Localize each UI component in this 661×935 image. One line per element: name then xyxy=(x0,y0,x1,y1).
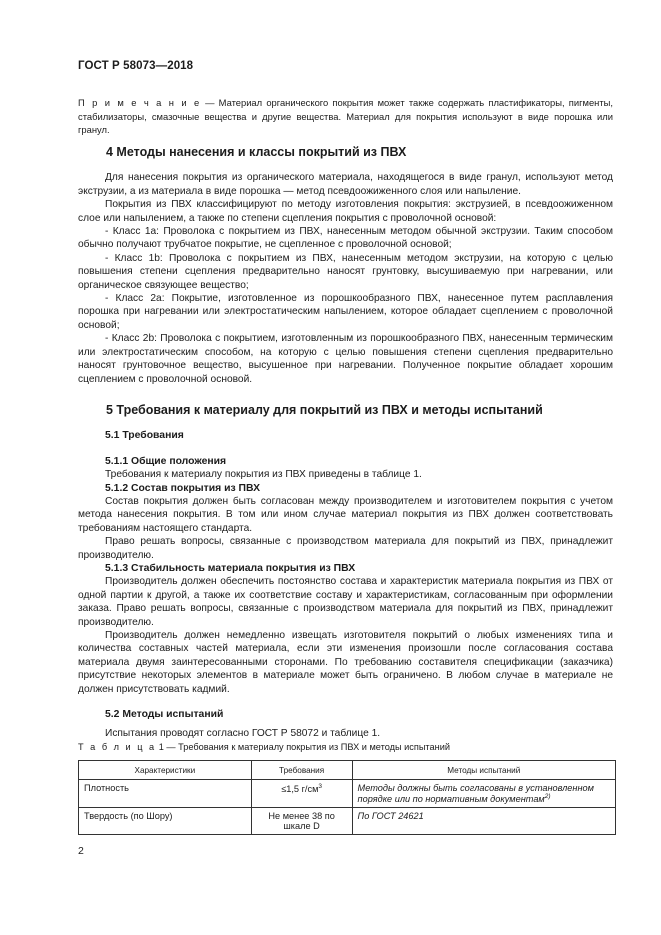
class-2a-item: - Класс 2a: Покрытие, изготовленное из порошкообразного ПВХ, нанесенное путем расплавления порошка при нагревании или электростатическим напылением, которое обладает сцеплением с проволочной основой; xyxy=(78,293,613,331)
section-5-1-3-paragraph-2: Производитель должен немедленно извещать изготовителя покрытий о любых изменениях типа и количества составных частей материала, если эти изменения произошли после согласования состава материала двумя заинтересованными сторонами. По требованию составителя спецификации (заказчика) присутствие некоторых элементов в материале может быть ограничено. В любом случае в материале не должен присутствовать кадмий. xyxy=(78,630,613,695)
requirement-superscript: 3 xyxy=(318,783,323,790)
table-cell-characteristic: Плотность xyxy=(79,780,252,808)
note-text: — Материал органического покрытия может также содержать пластификаторы, пигменты, стабилизаторы, смазочные вещества и другие вещества. Материал для покрытия используют в виде порошка или гранул. xyxy=(78,97,613,136)
page-number: 2 xyxy=(78,845,84,857)
section-5-1-3-paragraph-1: Производитель должен обеспечить постоянство состава и характеристик материала покрытия из ПВХ от одной партии к другой, а также их соответствие составу и характеристикам, согласованным при оформлении заказа. Право решать вопросы, связанные с производством материала для покрытий из ПВХ, принадлежит производителю. xyxy=(78,576,613,628)
requirements-table xyxy=(78,760,616,835)
section-5-1-2-paragraph-1: Состав покрытия должен быть согласован между производителем и изготовителем покрытия с учетом метода нанесения покрытия. В том или ином случае материал покрытия из ПВХ должен соответствовать требованиям настоящего стандарта. xyxy=(78,495,613,534)
table-cell-requirement xyxy=(251,780,352,808)
table-1-caption xyxy=(78,742,450,752)
section-5-1-2-paragraph-2: Право решать вопросы, связанные с производством материала для покрытий из ПВХ, принадлежит производителю. xyxy=(78,536,613,561)
section-5-2-text: Испытания проводят согласно ГОСТ Р 58072 и таблице 1. xyxy=(105,728,381,740)
class-1a-item: - Класс 1a: Проволока с покрытием из ПВХ, нанесенным методом обычной экструзии. Таким способом обычно получают трубчатое покрытие, не сцепленное с проволочной основой; xyxy=(78,226,613,251)
section-5-1-1-text: Требования к материалу покрытия из ПВХ приведены в таблице 1. xyxy=(105,469,422,481)
table-cell-method: По ГОСТ 24621 xyxy=(352,808,615,835)
table-row xyxy=(79,780,616,808)
section-5-1-heading: 5.1 Требования xyxy=(105,430,184,442)
section-5-1-2-heading: 5.1.2 Состав покрытия из ПВХ xyxy=(105,482,261,494)
table-header-cell: Требования xyxy=(251,761,352,780)
note-label: П р и м е ч а н и е xyxy=(78,97,201,108)
table-cell-characteristic: Твердость (по Шору) xyxy=(79,808,252,835)
table-row xyxy=(79,808,616,835)
table-cell-requirement: Не менее 38 по шкале D xyxy=(251,808,352,835)
table-header-cell: Методы испытаний xyxy=(352,761,615,780)
main-content xyxy=(78,146,613,741)
table-1-title: 1 — Требования к материалу покрытия из ПВХ и методы испытаний xyxy=(156,742,450,752)
section-5-1-3-heading: 5.1.3 Стабильность материала покрытия из ПВХ xyxy=(105,562,356,574)
table-header-row xyxy=(79,761,616,780)
table-cell-method xyxy=(352,780,615,808)
class-2b-item: - Класс 2b: Проволока с покрытием, изготовленным из порошкообразного ПВХ, нанесенным термическим или электростатическим способом, на которую с целью повышения степени сцепления предварительно наносят грунтовочное вещество, высушенное при нагревании. Полученное покрытие обладает хорошим сцеплением с проволочной основой. xyxy=(78,333,613,385)
page-header-title: ГОСТ Р 58073—2018 xyxy=(78,60,194,72)
method-value: Методы должны быть согласованы в установленном порядке или по нормативным документам xyxy=(357,783,594,805)
section-4-paragraph-1: Для нанесения покрытия из органического материала, находящегося в виде гранул, используют метод экструзии, а из материала в виде порошка — метод псевдоожиженного слоя или напыление. xyxy=(78,172,613,197)
table-header-cell: Характеристики xyxy=(79,761,252,780)
section-5-2-heading: 5.2 Методы испытаний xyxy=(105,709,224,721)
section-5-heading: 5 Требования к материалу для покрытий из ПВХ и методы испытаний xyxy=(106,402,543,417)
footnote-ref: 2) xyxy=(544,793,551,800)
section-4-heading: 4 Методы нанесения и классы покрытий из ПВХ xyxy=(106,145,407,159)
requirement-value: ≤1,5 г/см xyxy=(281,784,319,795)
class-1b-item: - Класс 1b: Проволока с покрытием из ПВХ, нанесенным методом экструзии, на которую с целью повышения степени сцепления предварительно наносят грунтовку, высушиваемую при нагревании, или органическое связующее вещество; xyxy=(78,252,613,291)
section-5-1-1-heading: 5.1.1 Общие положения xyxy=(105,455,227,467)
table-1-label: Т а б л и ц а xyxy=(78,742,157,752)
section-4-paragraph-2: Покрытия из ПВХ классифицируют по методу изготовления покрытия: экструзией, в псевдоожиженном слое или напылением, а также по степени сцепления покрытия с проволочной основой: xyxy=(78,199,613,224)
note-paragraph xyxy=(78,96,613,137)
